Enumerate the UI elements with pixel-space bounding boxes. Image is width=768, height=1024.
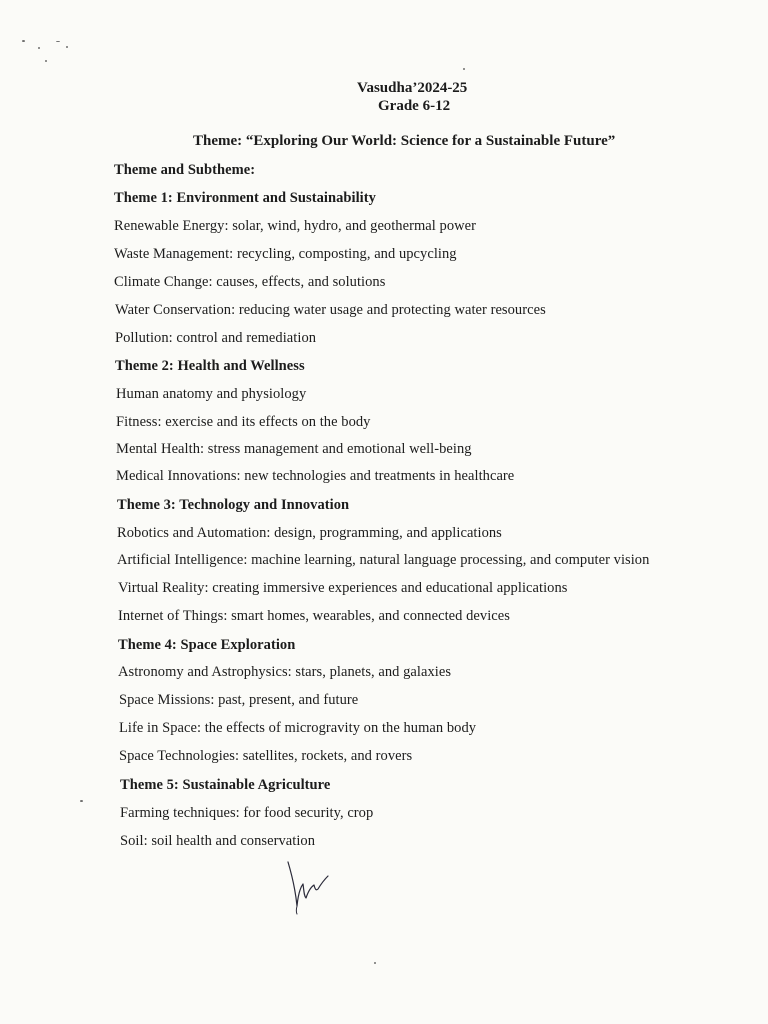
- subtheme-item: Space Technologies: satellites, rockets, and rovers: [119, 748, 413, 764]
- theme-title: Theme: “Exploring Our World: Science for a Sustainable Future”: [193, 133, 616, 149]
- subtheme-item: Virtual Reality: creating immersive experiences and educational applications: [118, 580, 568, 596]
- subtheme-item: Pollution: control and remediation: [115, 330, 317, 346]
- subtheme-item: Astronomy and Astrophysics: stars, planets, and galaxies: [118, 664, 452, 680]
- theme-heading: Theme 5: Sustainable Agriculture: [120, 777, 331, 793]
- scan-speck: [45, 60, 47, 62]
- theme-heading: Theme 3: Technology and Innovation: [117, 497, 350, 513]
- event-title: Vasudha’2024-25: [357, 80, 468, 96]
- subtheme-item: Artificial Intelligence: machine learning, natural language processing, and computer vision: [117, 552, 650, 568]
- scan-speck: [374, 962, 376, 964]
- subtheme-item: Renewable Energy: solar, wind, hydro, and geothermal power: [114, 218, 477, 234]
- subtheme-item: Climate Change: causes, effects, and solutions: [114, 274, 386, 290]
- grade-line: Grade 6-12: [378, 98, 451, 114]
- subtheme-item: Life in Space: the effects of microgravity on the human body: [119, 720, 477, 736]
- subtheme-item: Medical Innovations: new technologies and treatments in healthcare: [116, 468, 515, 484]
- subtheme-item: Internet of Things: smart homes, wearables, and connected devices: [118, 608, 510, 624]
- subtheme-item: Human anatomy and physiology: [116, 386, 307, 402]
- subtheme-item: Farming techniques: for food security, crop: [120, 805, 374, 821]
- subtheme-item: Space Missions: past, present, and future: [119, 692, 359, 708]
- theme-heading: Theme 2: Health and Wellness: [115, 358, 305, 374]
- scan-speck: [56, 41, 60, 42]
- scan-speck: [66, 46, 68, 48]
- subtheme-item: Mental Health: stress management and emotional well-being: [116, 441, 472, 457]
- handwritten-signature: [282, 858, 342, 918]
- subtheme-item: Robotics and Automation: design, programming, and applications: [117, 525, 502, 541]
- theme-heading: Theme 4: Space Exploration: [118, 637, 296, 653]
- scan-speck: [38, 47, 40, 49]
- subtheme-item: Water Conservation: reducing water usage and protecting water resources: [115, 302, 546, 318]
- subtheme-item: Waste Management: recycling, composting, and upcycling: [114, 246, 457, 262]
- subtheme-item: Soil: soil health and conservation: [120, 833, 315, 849]
- section-heading: Theme and Subtheme:: [114, 162, 256, 178]
- scan-speck: [80, 800, 83, 802]
- subtheme-item: Fitness: exercise and its effects on the body: [116, 414, 371, 430]
- scan-speck: [463, 68, 465, 70]
- scan-speck: [22, 40, 25, 42]
- theme-heading: Theme 1: Environment and Sustainability: [114, 190, 376, 206]
